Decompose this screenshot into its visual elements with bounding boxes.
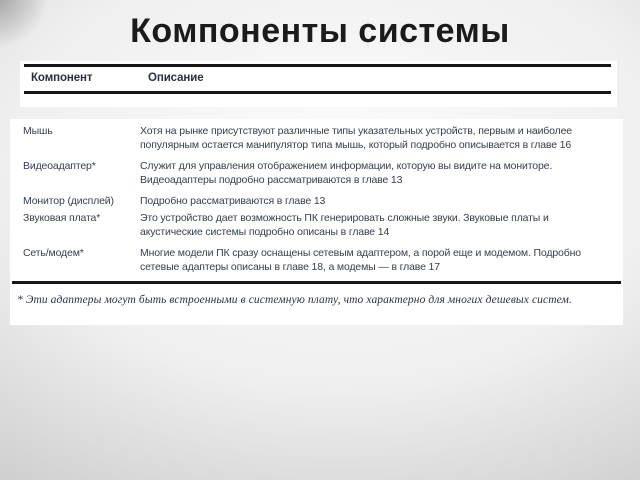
table-header-bottom-rule xyxy=(24,91,611,94)
description-cell xyxy=(140,124,611,152)
component-cell: Звуковая плата* xyxy=(23,212,101,224)
component-cell: Видеоадаптер* xyxy=(23,160,96,172)
column-header-component: Компонент xyxy=(31,72,93,84)
table-body-panel xyxy=(10,119,623,325)
table-bottom-rule xyxy=(12,281,621,284)
description-line: Подробно рассматриваются в главе 13 xyxy=(140,195,326,207)
description-line: Служит для управления отображением информации, которую вы видите на мониторе. xyxy=(140,160,553,172)
description-cell xyxy=(140,246,611,274)
table-row xyxy=(23,246,611,274)
description-line: Видеоадаптеры подробно рассматриваются в главе 13 xyxy=(140,174,403,186)
component-cell: Мышь xyxy=(23,125,53,137)
description-line: акустические системы подробно описаны в главе 14 xyxy=(140,226,390,238)
table-row xyxy=(23,194,611,208)
component-cell: Сеть/модем* xyxy=(23,247,84,259)
description-line: Хотя на рынке присутствуют различные типы указательных устройств, первым и наиболее xyxy=(140,125,572,137)
description-cell xyxy=(140,159,611,187)
table-footnote: * Эти адаптеры могут быть встроенными в системную плату, что характерно для многих дешевых систем. xyxy=(17,294,572,306)
description-cell xyxy=(140,211,611,239)
description-line: сетевые адаптеры описаны в главе 18, а модемы — в главе 17 xyxy=(140,261,440,273)
description-line: Это устройство дает возможность ПК генерировать сложные звуки. Звуковые платы и xyxy=(140,212,549,224)
slide-title: Компоненты системы xyxy=(130,12,510,50)
table-header-panel xyxy=(20,61,617,107)
table-row xyxy=(23,211,611,239)
description-line: Многие модели ПК сразу оснащены сетевым адаптером, а порой еще и модемом. Подробно xyxy=(140,247,581,259)
description-line: популярным остается манипулятор типа мышь, который подробно описывается в главе 16 xyxy=(140,139,572,151)
description-cell xyxy=(140,194,611,208)
component-cell: Монитор (дисплей) xyxy=(23,195,114,207)
table-row xyxy=(23,159,611,187)
column-header-description: Описание xyxy=(148,72,204,84)
table-top-rule xyxy=(24,64,611,67)
table-header-row xyxy=(31,72,607,84)
table-row xyxy=(23,124,611,152)
